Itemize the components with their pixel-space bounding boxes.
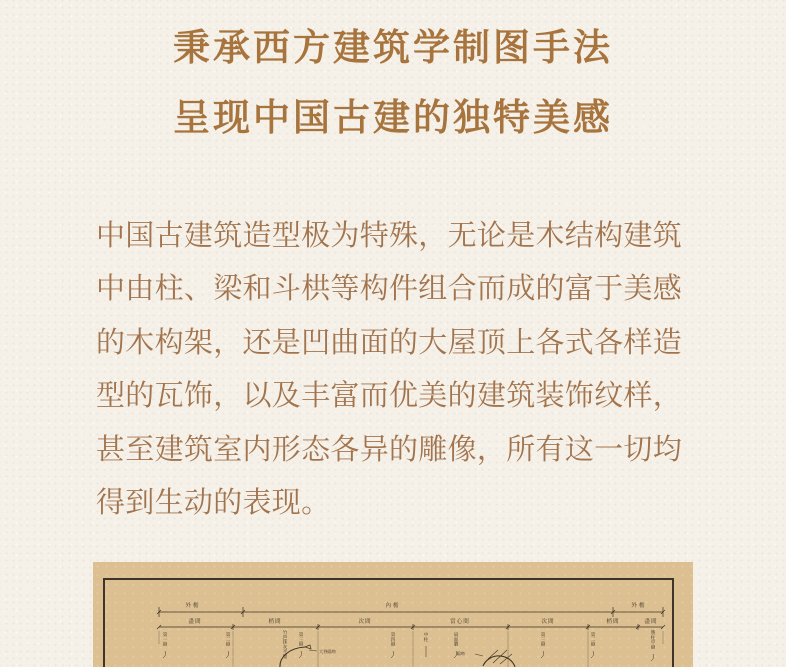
- figure-architectural-drawing: [93, 562, 693, 667]
- bay-label: 梢間: [606, 619, 620, 625]
- bay-label: 盡間: [188, 619, 202, 625]
- bay-label: 盡間: [644, 619, 658, 625]
- bay-label: 當心間: [450, 619, 470, 625]
- column-axis-label: 第四縫: [390, 632, 396, 647]
- paragraph-line: 甚至建筑室内形态各异的雕像，所有这一切均: [96, 433, 683, 466]
- ridge-ornament-right: [457, 650, 515, 667]
- column-axis-label: 第三縫: [540, 632, 546, 647]
- intro-paragraph: [96, 210, 718, 530]
- ridge-ornament-left: [280, 645, 337, 667]
- column-axis-lines: [159, 631, 663, 667]
- page-title-line-1: 秉承西方建筑学制图手法: [173, 28, 613, 69]
- paragraph-line: 型的瓦饰，以及丰富而优美的建筑装饰纹样，: [96, 380, 683, 413]
- bay-label: 次間: [358, 619, 372, 625]
- dimension-line-bays: [157, 617, 665, 630]
- paragraph-line: 中国古建筑造型极为特殊，无论是木结构建筑: [96, 220, 683, 252]
- page-title-line-2: 呈现中国古建的独特美感: [173, 98, 613, 139]
- column-axis-label: 第一縫: [162, 632, 168, 647]
- ornament-annotation-right: 鴟吻: [456, 651, 465, 656]
- eaves-span-label-right: 外檐: [631, 603, 647, 609]
- column-axis-label: 第二縫: [225, 632, 231, 647]
- column-axis-label: 竹笆抹灰平闇: [282, 630, 288, 659]
- paragraph-line: 得到生动的表现。: [96, 487, 331, 520]
- bay-label: 梢間: [268, 619, 282, 625]
- column-axis-label: 簷柱中縫: [650, 630, 656, 650]
- bay-label: 次間: [541, 619, 555, 625]
- eaves-span-label-left: 外檐: [185, 603, 201, 609]
- dimension-line-eaves: [157, 601, 665, 617]
- column-axis-labels: [163, 629, 656, 661]
- eaves-span-label-middle: 內檐: [385, 603, 401, 609]
- paragraph-line: 的木构架，还是凹曲面的大屋顶上各式各样造: [96, 326, 683, 359]
- column-axis-label: 中柱: [423, 632, 429, 642]
- column-axis-label: 第二縫: [590, 632, 596, 647]
- column-axis-label: 第三縫: [298, 632, 304, 647]
- paragraph-line: 中由柱、梁和斗栱等构件组合而成的富于美感: [96, 273, 683, 306]
- column-axis-label: 扇面牆: [453, 632, 459, 647]
- drawing-svg: [93, 562, 693, 667]
- ornament-annotation-left: 大脊鴟吻: [319, 649, 336, 654]
